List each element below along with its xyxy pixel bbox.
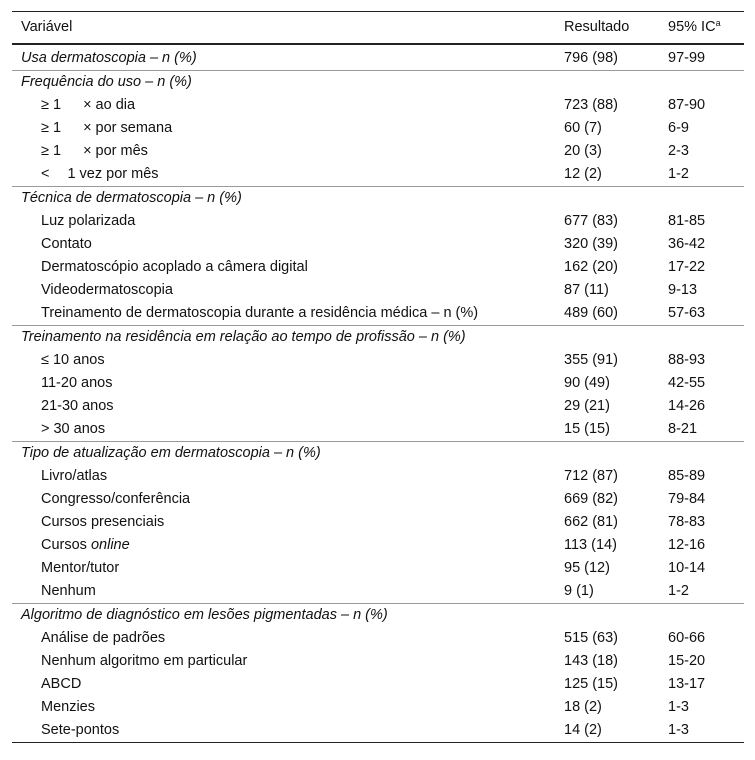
section-title: Algoritmo de diagnóstico em lesões pigmentadas – n (%)	[12, 604, 564, 628]
row-ci: 78-83	[668, 514, 706, 530]
row-label	[12, 349, 564, 372]
row-symbol: ≥ 1	[41, 120, 62, 136]
table-row	[12, 372, 744, 395]
table-header-row	[12, 12, 744, 45]
row-result: 87 (11)	[564, 282, 609, 298]
row-result: 60 (7)	[564, 120, 602, 136]
section-result	[564, 604, 668, 628]
row-label	[12, 233, 564, 256]
section-title: Usa dermatoscopia – n (%)	[21, 50, 197, 66]
section-header-row	[12, 326, 744, 350]
row-label	[12, 696, 564, 719]
section-ci	[668, 442, 744, 466]
section-header-row	[12, 187, 744, 211]
row-result: 515 (63)	[564, 630, 619, 646]
row-label-text: Nenhum algoritmo em particular	[41, 653, 248, 669]
row-result: 143 (18)	[564, 653, 619, 669]
row-label	[12, 719, 564, 743]
row-ci: 36-42	[668, 236, 706, 252]
row-label-text: Cursos presenciais	[41, 514, 165, 530]
row-label-text: > 30 anos	[41, 421, 106, 437]
section-ci	[668, 187, 744, 211]
row-label	[12, 488, 564, 511]
row-label-text: × por mês	[83, 143, 148, 159]
row-result: 18 (2)	[564, 699, 602, 715]
row-label-text: Dermatoscópio acoplado a câmera digital	[41, 259, 308, 275]
row-ci: 6-9	[668, 120, 689, 136]
row-label-text: Livro/atlas	[41, 468, 108, 484]
row-result: 15 (15)	[564, 421, 610, 437]
table-row	[12, 719, 744, 743]
section-header-row	[12, 442, 744, 466]
table-row	[12, 302, 744, 326]
row-ci: 81-85	[668, 213, 706, 229]
row-result: 20 (3)	[564, 143, 602, 159]
row-label	[12, 302, 564, 326]
table-row	[12, 233, 744, 256]
row-label	[12, 140, 564, 163]
row-ci: 85-89	[668, 468, 706, 484]
row-label	[12, 465, 564, 488]
row-result: 125 (15)	[564, 676, 619, 692]
row-label	[12, 650, 564, 673]
row-label	[12, 117, 564, 140]
table-row	[12, 395, 744, 418]
table-row	[12, 279, 744, 302]
row-result: 669 (82)	[564, 491, 619, 507]
row-result: 489 (60)	[564, 305, 619, 321]
table-row	[12, 627, 744, 650]
row-label	[12, 395, 564, 418]
row-label-text: 21-30 anos	[41, 398, 114, 414]
row-label-text: Cursos	[41, 537, 87, 553]
row-label-text: Luz polarizada	[41, 213, 136, 229]
row-symbol: ≥ 1	[41, 143, 62, 159]
row-label	[12, 279, 564, 302]
table-row	[12, 256, 744, 279]
row-ci: 1-2	[668, 166, 689, 182]
table-row	[12, 650, 744, 673]
row-ci: 88-93	[668, 352, 706, 368]
table-row	[12, 418, 744, 442]
row-label-text: Treinamento de dermatoscopia durante a residência médica – n (%)	[41, 305, 479, 321]
row-label-text: 11-20 anos	[41, 375, 113, 391]
section-ci	[668, 71, 744, 95]
row-ci: 60-66	[668, 630, 706, 646]
row-label-text: Contato	[41, 236, 92, 252]
section-title: Tipo de atualização em dermatoscopia – n (%)	[12, 442, 564, 466]
row-label-text: ≤ 10 anos	[41, 352, 105, 368]
table-row	[12, 210, 744, 233]
row-result: 355 (91)	[564, 352, 619, 368]
row-ci: 87-90	[668, 97, 706, 113]
table-row	[12, 94, 744, 117]
section-title: Frequência do uso – n (%)	[12, 71, 564, 95]
row-ci: 12-16	[668, 537, 706, 553]
section-ci	[668, 604, 744, 628]
section-ci	[668, 326, 744, 350]
row-label-text: Menzies	[41, 699, 95, 715]
row-label	[12, 580, 564, 604]
row-result: 712 (87)	[564, 468, 619, 484]
table-row	[12, 163, 744, 187]
row-ci: 79-84	[668, 491, 706, 507]
row-label	[12, 627, 564, 650]
row-label-text: ABCD	[41, 676, 82, 692]
row-label-text: × por semana	[83, 120, 173, 136]
row-result: 113 (14)	[564, 537, 617, 553]
section-result	[564, 326, 668, 350]
section-result	[564, 71, 668, 95]
row-label	[12, 534, 564, 557]
table-row	[12, 465, 744, 488]
row-symbol: <	[41, 166, 50, 182]
row-label-emphasis: online	[90, 537, 130, 553]
row-label-text: × ao dia	[83, 97, 136, 113]
row-result: 662 (81)	[564, 514, 619, 530]
row-ci: 8-21	[668, 421, 698, 437]
table-row	[12, 534, 744, 557]
row-label	[12, 372, 564, 395]
section-header-row	[12, 44, 744, 71]
section-result: 796 (98)	[564, 50, 619, 66]
row-result: 723 (88)	[564, 97, 619, 113]
section-header-row	[12, 604, 744, 628]
row-result: 9 (1)	[564, 583, 594, 599]
section-ci: 97-99	[668, 50, 706, 66]
row-ci: 15-20	[668, 653, 706, 669]
row-result: 677 (83)	[564, 213, 619, 229]
row-label	[12, 418, 564, 442]
row-result: 90 (49)	[564, 375, 610, 391]
row-label	[12, 557, 564, 580]
row-label-text: Mentor/tutor	[41, 560, 120, 576]
row-result: 162 (20)	[564, 259, 619, 275]
header-result: Resultado	[564, 12, 668, 45]
row-ci: 17-22	[668, 259, 706, 275]
row-label-text: Videodermatoscopia	[41, 282, 173, 298]
row-symbol: ≥ 1	[41, 97, 62, 113]
row-label	[12, 210, 564, 233]
table-row	[12, 117, 744, 140]
row-ci: 10-14	[668, 560, 706, 576]
table-row	[12, 488, 744, 511]
row-result: 29 (21)	[564, 398, 610, 414]
row-ci: 1-2	[668, 583, 689, 599]
row-label	[12, 163, 564, 187]
table-row	[12, 140, 744, 163]
row-label	[12, 511, 564, 534]
row-label-text: Análise de padrões	[41, 630, 166, 646]
row-ci: 14-26	[668, 398, 706, 414]
header-variable: Variável	[12, 12, 564, 45]
table-row	[12, 696, 744, 719]
row-result: 95 (12)	[564, 560, 610, 576]
row-label	[12, 94, 564, 117]
table-row	[12, 349, 744, 372]
row-ci: 9-13	[668, 282, 698, 298]
row-label	[12, 673, 564, 696]
row-ci: 57-63	[668, 305, 706, 321]
row-ci: 1-3	[668, 699, 689, 715]
row-result: 12 (2)	[564, 166, 602, 182]
row-label-text: 1 vez por mês	[67, 166, 159, 182]
row-ci: 13-17	[668, 676, 706, 692]
row-ci: 2-3	[668, 143, 689, 159]
header-ci-footnote: a	[715, 18, 721, 28]
section-title: Técnica de dermatoscopia – n (%)	[12, 187, 564, 211]
row-result: 320 (39)	[564, 236, 619, 252]
table-row	[12, 511, 744, 534]
table-row	[12, 557, 744, 580]
section-title: Treinamento na residência em relação ao tempo de profissão – n (%)	[12, 326, 564, 350]
header-ci: 95% $IC^a$	[668, 12, 744, 45]
row-label	[12, 256, 564, 279]
row-label-text: Sete-pontos	[41, 722, 120, 738]
row-ci: 1-3	[668, 722, 689, 738]
row-label-text: Congresso/conferência	[41, 491, 191, 507]
table-row	[12, 580, 744, 604]
section-result	[564, 187, 668, 211]
results-table	[12, 11, 744, 743]
section-header-row	[12, 71, 744, 95]
section-result	[564, 442, 668, 466]
row-ci: 42-55	[668, 375, 706, 391]
row-result: 14 (2)	[564, 722, 602, 738]
table-row	[12, 673, 744, 696]
table-body	[12, 44, 744, 743]
row-label-text: Nenhum	[41, 583, 96, 599]
